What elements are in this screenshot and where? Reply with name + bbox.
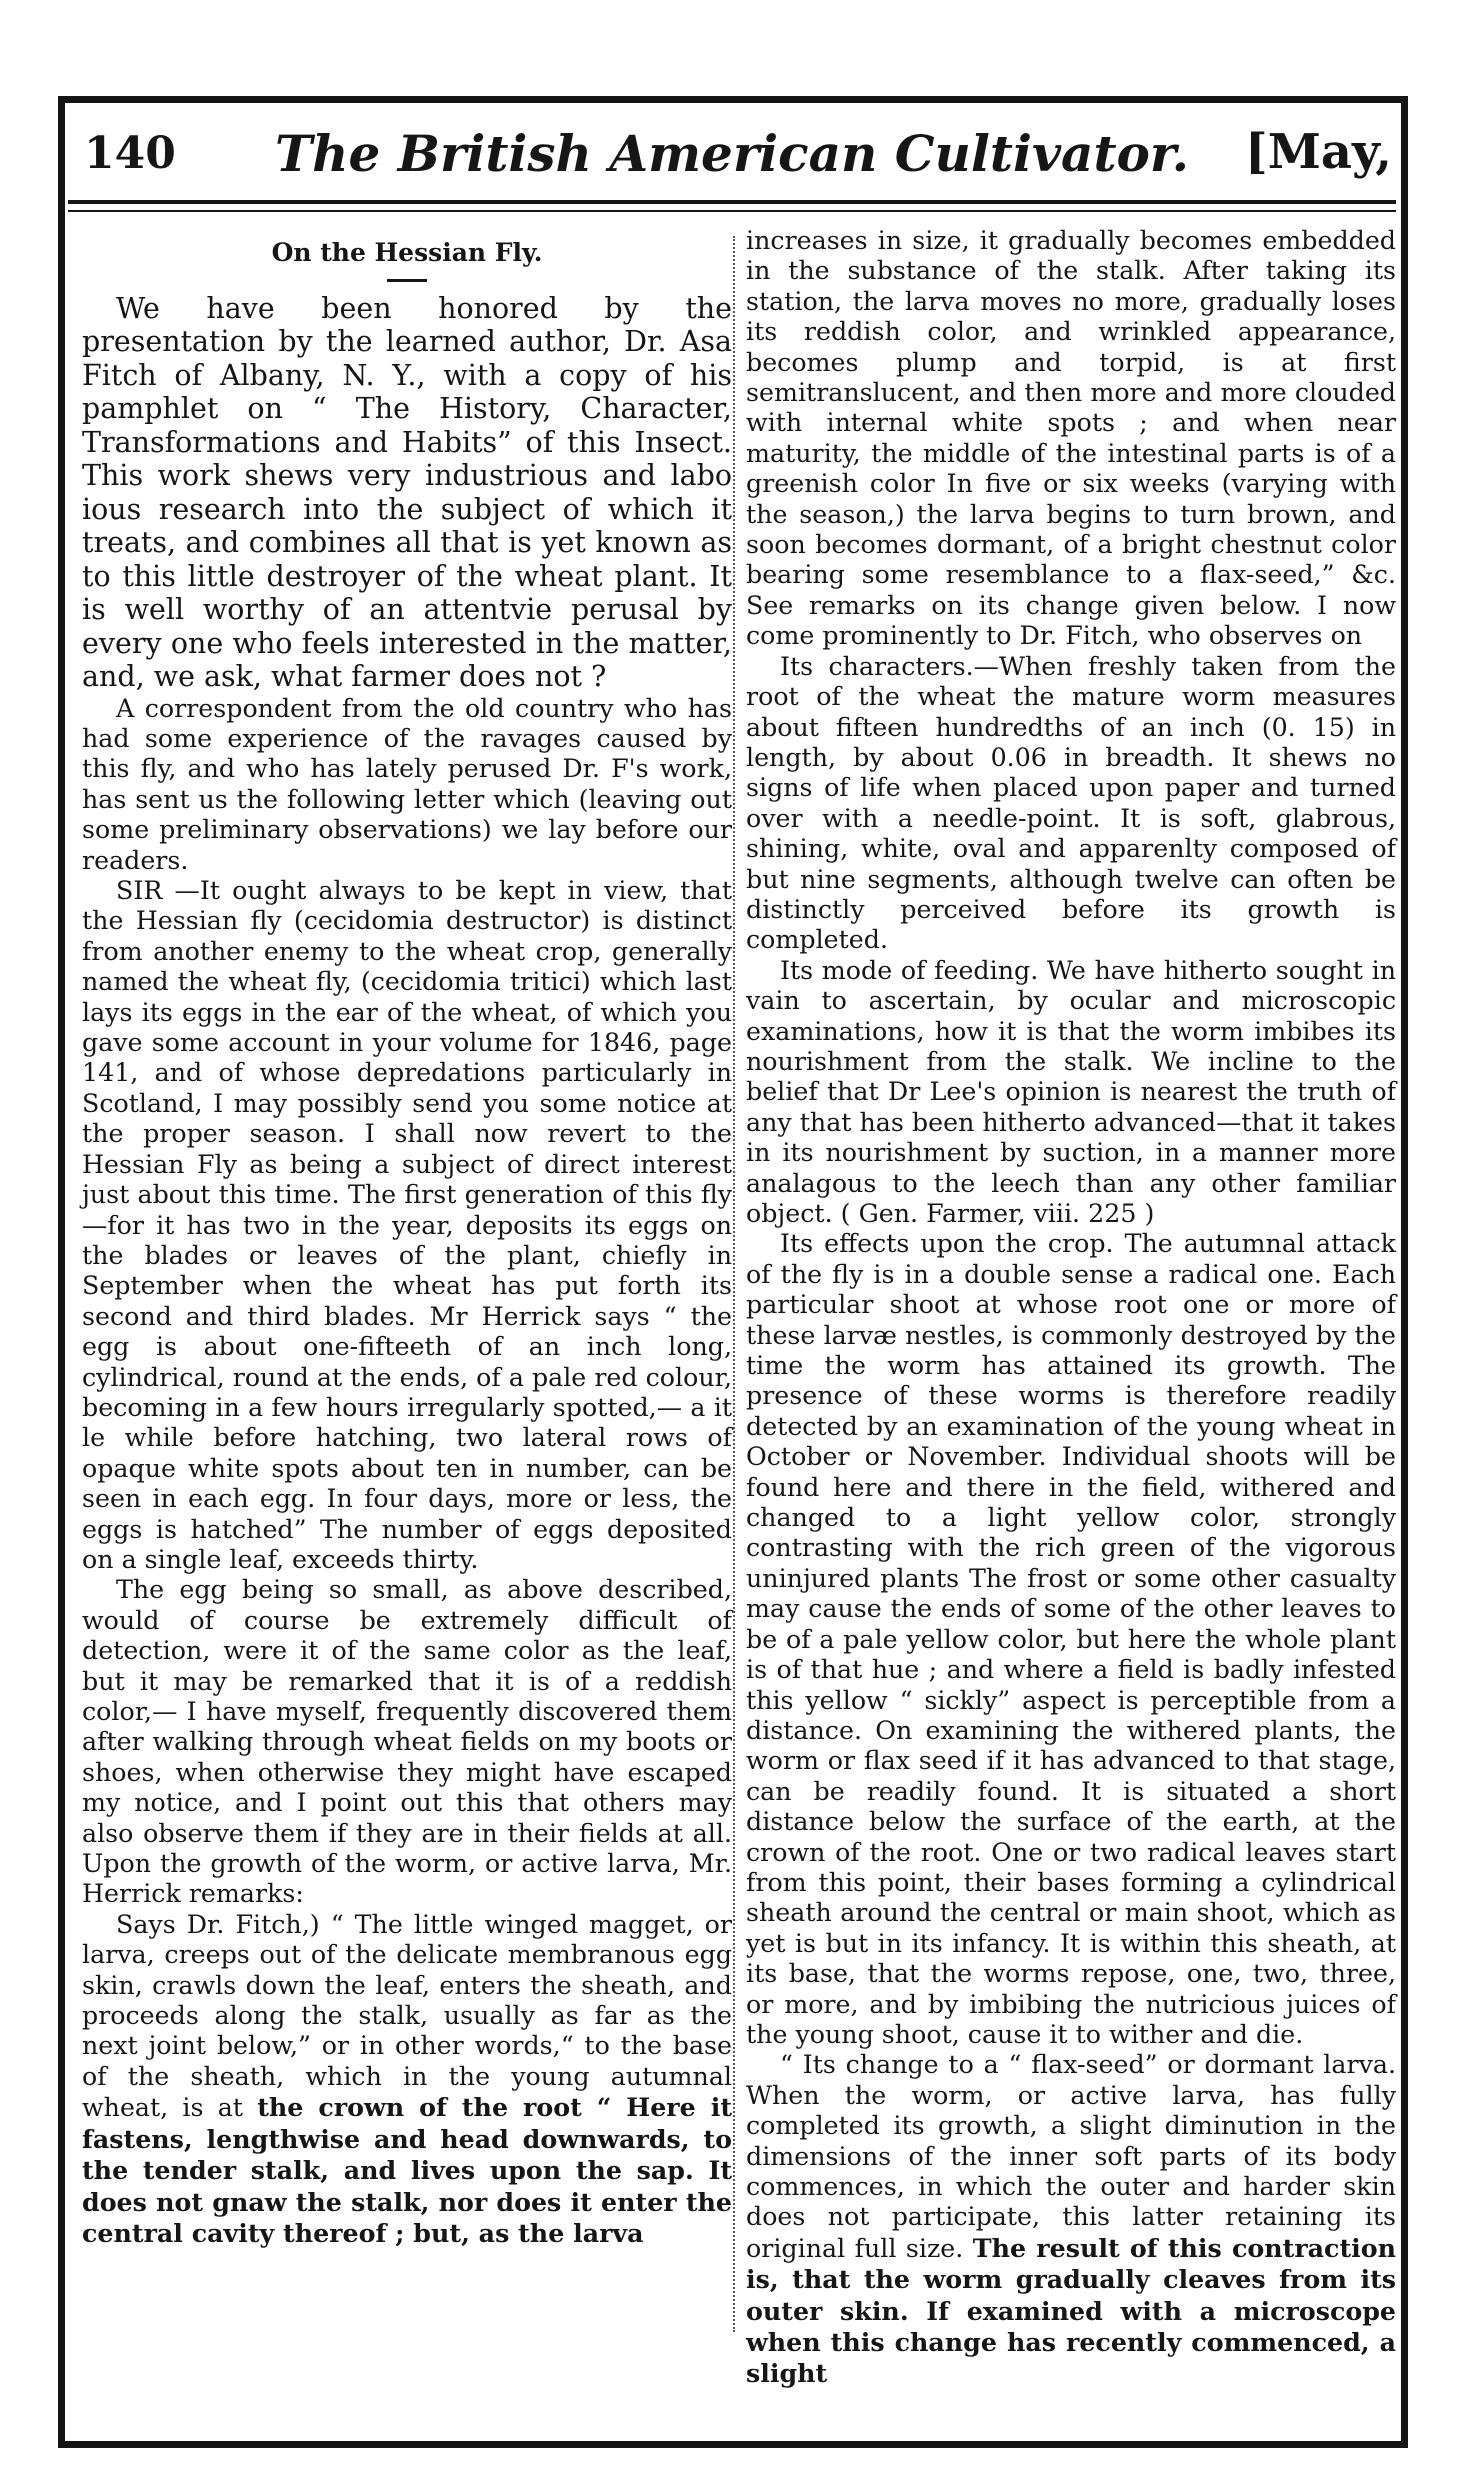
column-divider [733, 236, 735, 2332]
page-header [72, 122, 1392, 192]
paragraph: We have been honored by the presentation by the learned author, Dr. Asa Fitch of Albany, N. Y., with a copy of his pamphlet on “ The History, Character, Transformations and Habits” of this Insect. This work shews very industrious and labo ious research into the subject of which it treats, and combines all that is yet known as to this little destroyer of the wheat plant. It is well worthy of an attentvie perusal by every one who feels interested in the matter, and, we ask, what farmer does not ? [82, 291, 732, 694]
journal-title: The British American Cultivator. [274, 124, 1190, 183]
paragraph: A correspondent from the old country who has had some experience of the ravages caused by this fly, and who has lately perused Dr. F's work, has sent us the following letter which (leaving out some preliminary observations) we lay before our readers. [82, 693, 732, 875]
paragraph [746, 2050, 1396, 2389]
paragraph-bold-text: the crown of the root “ Here it fastens, lengthwise and head downwards, to the tender stalk, and lives upon the sap. It does not gnaw the stalk, nor does it enter the central cavity thereof ; but, as the larva [82, 2092, 733, 2248]
header-rule-thin [68, 210, 1396, 212]
header-rule-thick [68, 200, 1396, 204]
article-title: On the Hessian Fly. [271, 238, 543, 267]
paragraph: Its mode of feeding. We have hitherto sought in vain to ascertain, by ocular and microscopic examinations, how it is that the worm imbibes its nourishment from the stalk. We incline to the belief that Dr Lee's opinion is nearest the truth of any that has been hitherto advanced—that it takes in its nourishment by suction, in a manner more analagous to the leech than any other familiar object. ( Gen. Farmer, viii. 225 ) [746, 955, 1396, 1228]
right-column [746, 226, 1396, 2390]
paragraph: SIR —It ought always to be kept in view, that the Hessian fly (cecidomia destructor) is distinct from another enemy to the wheat crop, generally named the wheat fly, (cecidomia tritici) which last lays its eggs in the ear of the wheat, of which you gave some account in your volume for 1846, page 141, and of whose depredations particularly in Scotland, I may possibly send you some notice at the proper season. I shall now revert to the Hessian Fly as being a subject of direct interest just about this time. The first generation of this fly—for it has two in the year, deposits its eggs on the blades or leaves of the plant, chiefly in September when the wheat has put forth its second and third blades. Mr Herrick says “ the egg is about one-fifteeth of an inch long, cylindrical, round at the ends, of a pale red colour, becoming in a few hours irregularly spotted,— a it le while before hatching, two lateral rows of opaque white spots about ten in number, can be seen in each egg. In four days, more or less, the eggs is hatched” The number of eggs deposited on a single leaf, exceeds thirty. [82, 876, 732, 1574]
paragraph-bold-text: The result of this contraction is, that the worm gradually cleaves from its outer skin. If examined with a microscope when this change has recently commenced, a slight [746, 2232, 1396, 2389]
page-number: 140 [84, 128, 176, 179]
paragraph: The egg being so small, as above described, would of course be extremely difficult of detection, were it of the same color as the leaf, but it may be remarked that it is of a reddish color,— I have myself, frequently discovered them after walking through wheat fields on my boots or shoes, when otherwise they might have escaped my notice, and I point out this that others may also observe them if they are in their fields at all. Upon the growth of the worm, or active larva, Mr. Herrick remarks: [82, 1575, 732, 1909]
paragraph-text: Says Dr. Fitch,) “ The little winged magget, or larva, creeps out of the delicate membranous egg skin, crawls down the leaf, enters the sheath, and proceeds along the stalk, usually as far as the next joint below,” or in other words,“ to the base of the sheath, which in the young autumnal wheat, is at [82, 1909, 732, 2123]
paragraph: increases in size, it gradually becomes embedded in the substance of the stalk. After taking its station, the larva moves no more, gradually loses its reddish color, and wrinkled appearance, becomes plump and torpid, is at first semitranslucent, and then more and more clouded with internal white spots ; and when near maturity, the middle of the intestinal parts is of a greenish color In five or six weeks (varying with the season,) the larva begins to turn brown, and soon becomes dormant, of a bright chestnut color bearing some resemblance to a flax-seed,” &c. See remarks on its change given below. I now come prominently to Dr. Fitch, who observes on [746, 226, 1396, 651]
issue-month: [May, [1245, 124, 1392, 180]
paragraph: Its characters.—When freshly taken from the root of the wheat the mature worm measures about fifteen hundredths of an inch (0. 15) in length, by about 0.06 in breadth. It shews no signs of life when placed upon paper and turned over with a needle-point. It is soft, glabrous, shining, white, oval and apparenlty composed of but nine segments, although twelve can often be distinctly perceived before its growth is completed. [746, 651, 1396, 955]
left-column [82, 226, 732, 2249]
title-dash [387, 279, 427, 282]
paragraph-text: “ Its change to a “ flax-seed” or dormant larva. When the worm, or active larva, has fully completed its growth, a slight diminution in the dimensions of the inner soft parts of its body commences, in which the outer and harder skin does not participate, this latter retaining its original full size. [746, 2050, 1396, 2263]
paragraph: Its effects upon the crop. The autumnal attack of the fly is in a double sense a radical one. Each particular shoot at whose root one or more of these larvæ nestles, is commonly destroyed by the time the worm has attained its growth. The presence of these worms is therefore readily detected by an examination of the young wheat in October or November. Individual shoots will be found here and there in the field, withered and changed to a light yellow color, strongly contrasting with the rich green of the vigorous uninjured plants The frost or some other casualty may cause the ends of some of the other leaves to be of a pale yellow color, but here the whole plant is of that hue ; and where a field is badly infested this yellow “ sickly” aspect is perceptible from a distance. On examining the withered plants, the worm or flax seed if it has advanced to that stage, can be readily found. It is situated a short distance below the surface of the earth, at the crown of the root. One or two radical leaves start from this point, their bases forming a cylindrical sheath around the central or main shoot, which as yet is but in its infancy. It is within this sheath, at its base, that the worms repose, one, two, three, or more, and by imbibing the nutricious juices of the young shoot, cause it to wither and die. [746, 1229, 1396, 2049]
paragraph [82, 1910, 732, 2249]
